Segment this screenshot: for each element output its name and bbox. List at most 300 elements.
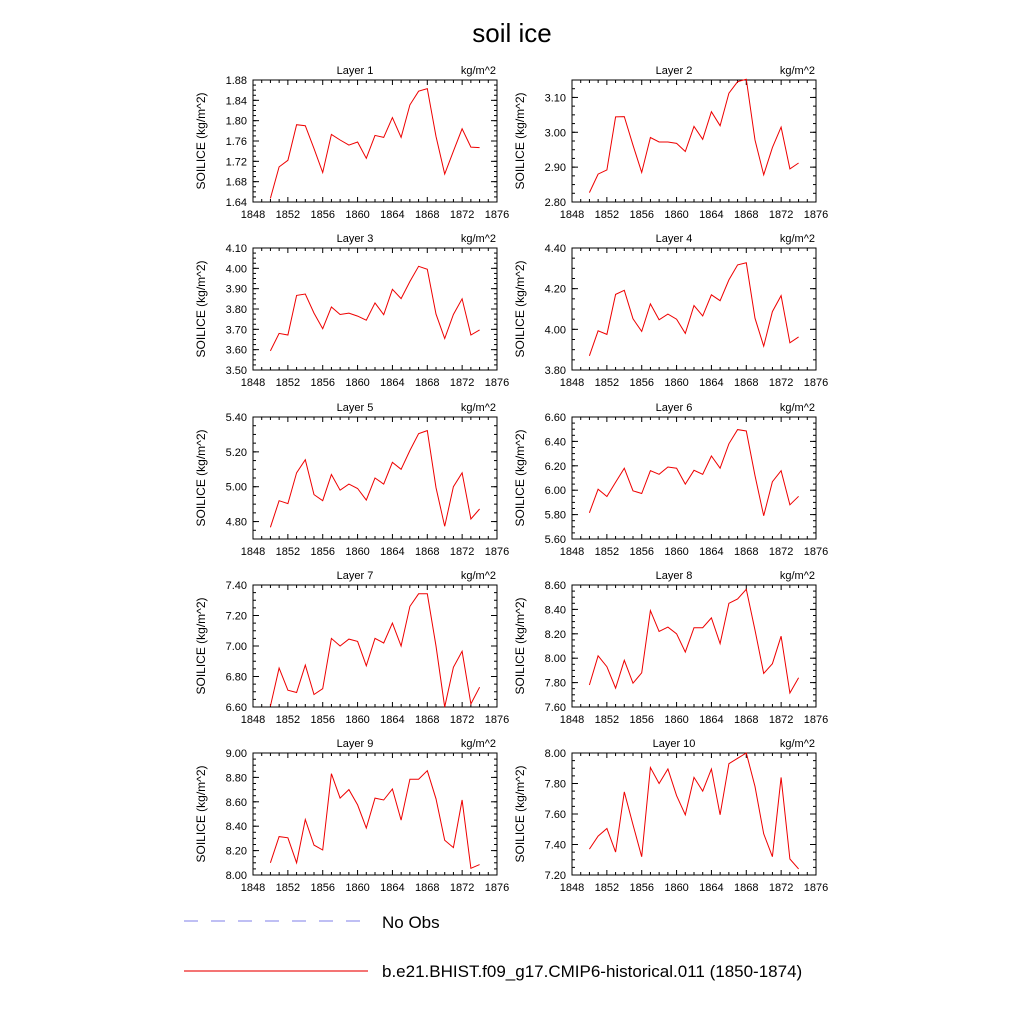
data-point [772, 481, 774, 483]
series-line [270, 89, 479, 199]
data-point [453, 150, 455, 152]
plot-frame [572, 417, 816, 539]
data-point [278, 333, 280, 335]
data-point [374, 135, 376, 137]
data-point [470, 334, 472, 336]
data-point [296, 124, 298, 126]
data-point [684, 151, 686, 153]
data-point [426, 593, 428, 595]
data-point [789, 342, 791, 344]
y-axis-label: SOILICE (kg/m^2) [194, 765, 208, 863]
data-point [676, 795, 678, 797]
x-tick-label: 1872 [449, 882, 475, 894]
panel-7 [194, 570, 509, 726]
y-tick-label: 5.00 [225, 481, 247, 494]
series-line [270, 266, 479, 351]
y-tick-label: 1.68 [225, 176, 247, 189]
x-tick-label: 1852 [275, 882, 301, 894]
data-point [615, 294, 617, 296]
x-tick-label: 1852 [275, 209, 301, 221]
data-point [418, 266, 420, 268]
y-tick-label: 1.72 [225, 156, 247, 169]
data-point [632, 824, 634, 826]
y-tick-label: 4.40 [544, 243, 566, 255]
x-tick-label: 1864 [380, 377, 405, 389]
data-point [754, 317, 756, 319]
x-tick-label: 1872 [768, 882, 794, 894]
data-point [418, 778, 420, 780]
data-point [296, 295, 298, 297]
x-tick-label: 1860 [664, 546, 689, 558]
data-point [296, 692, 298, 694]
data-point [719, 643, 721, 645]
data-point [409, 104, 411, 106]
data-point [711, 617, 713, 619]
data-point [615, 481, 617, 483]
data-point [789, 168, 791, 170]
data-point [418, 90, 420, 92]
data-point [444, 525, 446, 527]
y-tick-label: 2.80 [544, 197, 566, 209]
data-point [702, 138, 704, 140]
data-point [754, 629, 756, 631]
data-point [650, 470, 652, 472]
data-point [711, 455, 713, 457]
data-point [658, 319, 660, 321]
data-point [270, 350, 272, 352]
x-tick-label: 1868 [734, 377, 759, 389]
data-point [632, 144, 634, 146]
data-point [589, 848, 591, 850]
data-point [763, 833, 765, 835]
data-point [339, 139, 341, 141]
plot-frame [253, 248, 497, 370]
panel-title: Layer 4 [655, 233, 693, 245]
data-point [693, 470, 695, 472]
data-point [426, 770, 428, 772]
data-point [763, 673, 765, 675]
panel-title: Layer 7 [336, 570, 374, 582]
panel-9 [194, 738, 509, 894]
y-tick-label: 2.90 [544, 162, 566, 175]
x-tick-label: 1848 [559, 546, 585, 558]
data-point [313, 844, 315, 846]
data-point [479, 329, 481, 331]
data-point [702, 474, 704, 476]
data-point [365, 499, 367, 501]
y-tick-label: 4.80 [225, 516, 247, 529]
x-tick-label: 1852 [594, 209, 620, 221]
data-point [453, 314, 455, 316]
data-point [711, 294, 713, 296]
data-point [650, 610, 652, 612]
data-point [392, 622, 394, 624]
panel-title: Layer 5 [336, 402, 374, 414]
data-point [392, 117, 394, 119]
y-tick-label: 1.84 [225, 95, 247, 108]
x-tick-label: 1852 [594, 377, 620, 389]
panel-1 [194, 65, 509, 221]
data-point [667, 626, 669, 628]
data-point [632, 490, 634, 492]
x-tick-label: 1848 [240, 209, 266, 221]
data-point [435, 487, 437, 489]
data-point [772, 856, 774, 858]
data-point [667, 466, 669, 468]
x-tick-label: 1872 [449, 209, 475, 221]
data-point [728, 603, 730, 605]
data-point [331, 773, 333, 775]
data-point [470, 146, 472, 148]
data-point [763, 174, 765, 176]
data-point [641, 493, 643, 495]
data-point [461, 799, 463, 801]
y-tick-label: 8.00 [544, 653, 566, 666]
x-tick-label: 1864 [380, 882, 405, 894]
data-point [606, 169, 608, 171]
x-tick-label: 1852 [594, 714, 620, 726]
data-point [641, 331, 643, 333]
x-tick-label: 1848 [240, 546, 266, 558]
y-axis-label: SOILICE (kg/m^2) [194, 597, 208, 695]
data-point [798, 162, 800, 164]
x-tick-label: 1860 [345, 546, 370, 558]
data-point [348, 144, 350, 146]
y-tick-label: 5.60 [544, 534, 566, 546]
x-tick-label: 1868 [415, 377, 440, 389]
data-point [676, 143, 678, 145]
data-point [270, 527, 272, 529]
data-point [470, 518, 472, 520]
panel-8 [513, 570, 828, 726]
data-point [383, 314, 385, 316]
x-tick-label: 1852 [594, 882, 620, 894]
data-point [789, 504, 791, 506]
plot-frame [572, 585, 816, 707]
data-point [737, 758, 739, 760]
y-axis-label: SOILICE (kg/m^2) [513, 429, 527, 527]
data-point [374, 797, 376, 799]
y-tick-label: 4.00 [544, 324, 566, 337]
x-tick-label: 1872 [449, 377, 475, 389]
figure-title: soil ice [472, 18, 552, 48]
data-point [470, 703, 472, 705]
panel-title: Layer 8 [655, 570, 693, 582]
data-point [623, 791, 625, 793]
x-tick-label: 1872 [449, 714, 475, 726]
data-point [426, 88, 428, 90]
data-point [400, 298, 402, 300]
x-tick-label: 1860 [664, 882, 689, 894]
data-point [667, 141, 669, 143]
data-point [737, 81, 739, 83]
data-point [287, 334, 289, 336]
data-point [737, 429, 739, 431]
x-tick-label: 1864 [699, 377, 724, 389]
data-point [702, 627, 704, 629]
data-point [606, 496, 608, 498]
data-point [374, 477, 376, 479]
data-point [772, 147, 774, 149]
data-point [278, 166, 280, 168]
data-point [435, 136, 437, 138]
data-point [719, 467, 721, 469]
data-point [780, 126, 782, 128]
data-point [287, 160, 289, 162]
panel-units: kg/m^2 [460, 570, 496, 582]
y-axis-label: SOILICE (kg/m^2) [194, 260, 208, 358]
data-point [365, 157, 367, 159]
data-point [348, 789, 350, 791]
data-point [374, 638, 376, 640]
x-tick-label: 1864 [699, 546, 724, 558]
data-point [589, 512, 591, 514]
x-tick-label: 1868 [734, 882, 759, 894]
y-tick-label: 4.00 [225, 263, 247, 276]
data-point [322, 688, 324, 690]
data-point [357, 488, 359, 490]
panel-title: Layer 1 [336, 65, 374, 77]
y-tick-label: 8.20 [544, 628, 566, 641]
data-point [623, 659, 625, 661]
data-point [615, 687, 617, 689]
data-point [435, 313, 437, 315]
x-tick-label: 1868 [734, 546, 759, 558]
data-point [479, 508, 481, 510]
data-point [789, 858, 791, 860]
data-point [798, 336, 800, 338]
data-point [597, 835, 599, 837]
data-point [278, 836, 280, 838]
data-point [702, 315, 704, 317]
data-point [737, 264, 739, 266]
y-tick-label: 3.90 [225, 283, 247, 296]
data-point [745, 430, 747, 432]
data-point [461, 651, 463, 653]
data-point [409, 606, 411, 608]
legend [184, 913, 802, 981]
data-point [650, 303, 652, 305]
x-tick-label: 1868 [734, 714, 759, 726]
data-point [641, 172, 643, 174]
data-point [650, 137, 652, 139]
panel-grid [194, 65, 828, 894]
data-point [322, 849, 324, 851]
y-tick-label: 5.20 [225, 446, 247, 459]
series-line [270, 431, 479, 528]
y-tick-label: 1.80 [225, 115, 247, 128]
x-tick-label: 1864 [380, 546, 405, 558]
data-point [348, 483, 350, 485]
data-point [287, 503, 289, 505]
data-point [400, 645, 402, 647]
plot-frame [253, 585, 497, 707]
data-point [348, 638, 350, 640]
data-point [711, 111, 713, 113]
x-tick-label: 1864 [380, 714, 405, 726]
data-point [339, 489, 341, 491]
y-tick-label: 5.40 [225, 412, 247, 424]
data-point [374, 302, 376, 304]
data-point [745, 588, 747, 590]
x-tick-label: 1848 [559, 377, 585, 389]
x-tick-label: 1864 [380, 209, 405, 221]
panel-units: kg/m^2 [779, 738, 815, 750]
data-point [409, 450, 411, 452]
data-point [304, 125, 306, 127]
data-point [693, 305, 695, 307]
y-tick-label: 3.80 [225, 304, 247, 316]
y-tick-label: 7.40 [544, 839, 566, 852]
y-tick-label: 8.60 [544, 580, 566, 592]
panel-units: kg/m^2 [460, 402, 496, 414]
x-tick-label: 1860 [664, 714, 689, 726]
x-tick-label: 1852 [594, 546, 620, 558]
panel-2 [513, 65, 828, 221]
x-tick-label: 1872 [768, 714, 794, 726]
panel-title: Layer 3 [336, 233, 374, 245]
panel-units: kg/m^2 [779, 233, 815, 245]
data-point [409, 281, 411, 283]
y-tick-label: 8.80 [225, 772, 247, 785]
y-tick-label: 3.70 [225, 324, 247, 337]
x-tick-label: 1856 [310, 882, 335, 894]
x-tick-label: 1856 [629, 209, 654, 221]
data-point [453, 667, 455, 669]
panel-title: Layer 9 [336, 738, 374, 750]
data-point [798, 677, 800, 679]
data-point [304, 819, 306, 821]
panel-5 [194, 402, 509, 558]
panel-units: kg/m^2 [779, 570, 815, 582]
data-point [479, 864, 481, 866]
x-tick-label: 1848 [559, 209, 585, 221]
data-point [339, 314, 341, 316]
data-point [728, 763, 730, 765]
panel-title: Layer 6 [655, 402, 693, 414]
y-tick-label: 6.40 [544, 436, 566, 449]
x-tick-label: 1876 [803, 546, 829, 558]
data-point [357, 641, 359, 643]
data-point [754, 475, 756, 477]
data-point [339, 797, 341, 799]
data-point [339, 645, 341, 647]
x-tick-label: 1848 [559, 882, 585, 894]
data-point [658, 783, 660, 785]
x-tick-label: 1856 [629, 377, 654, 389]
x-tick-label: 1852 [275, 377, 301, 389]
data-point [461, 128, 463, 130]
data-point [728, 279, 730, 281]
y-tick-label: 7.20 [544, 870, 566, 882]
y-tick-label: 6.20 [544, 460, 566, 473]
y-tick-label: 7.20 [225, 610, 247, 623]
panel-units: kg/m^2 [460, 233, 496, 245]
data-point [667, 313, 669, 315]
data-point [313, 694, 315, 696]
y-tick-label: 3.60 [225, 344, 247, 357]
data-point [702, 790, 704, 792]
data-point [400, 137, 402, 139]
data-point [658, 141, 660, 143]
x-tick-label: 1848 [240, 377, 266, 389]
y-tick-label: 3.10 [544, 92, 566, 105]
data-point [597, 330, 599, 332]
data-point [606, 828, 608, 830]
y-tick-label: 8.00 [544, 748, 566, 760]
data-point [296, 862, 298, 864]
data-point [676, 318, 678, 320]
data-point [322, 328, 324, 330]
y-tick-label: 4.10 [225, 243, 247, 255]
data-point [383, 642, 385, 644]
x-tick-label: 1848 [240, 882, 266, 894]
x-tick-label: 1860 [345, 209, 370, 221]
data-point [589, 355, 591, 357]
y-tick-label: 6.60 [225, 702, 247, 714]
data-point [632, 682, 634, 684]
data-point [444, 706, 446, 708]
y-tick-label: 8.40 [225, 821, 247, 834]
data-point [667, 768, 669, 770]
y-tick-label: 1.88 [225, 75, 247, 87]
x-tick-label: 1872 [768, 546, 794, 558]
data-point [711, 768, 713, 770]
x-tick-label: 1860 [345, 377, 370, 389]
data-point [641, 672, 643, 674]
plot-frame [572, 80, 816, 202]
data-point [392, 288, 394, 290]
legend-label-no-obs: No Obs [382, 913, 440, 932]
y-tick-label: 7.60 [544, 702, 566, 714]
x-tick-label: 1876 [484, 546, 510, 558]
y-tick-label: 8.40 [544, 604, 566, 617]
x-tick-label: 1876 [484, 882, 510, 894]
series-line [589, 79, 798, 192]
data-point [623, 289, 625, 291]
data-point [606, 334, 608, 336]
data-point [597, 488, 599, 490]
x-tick-label: 1864 [699, 714, 724, 726]
y-tick-label: 1.64 [225, 197, 247, 209]
x-tick-label: 1876 [484, 377, 510, 389]
y-tick-label: 6.60 [544, 412, 566, 424]
data-point [650, 767, 652, 769]
data-point [270, 705, 272, 707]
x-tick-label: 1872 [768, 209, 794, 221]
x-tick-label: 1876 [803, 882, 829, 894]
data-point [772, 663, 774, 665]
data-point [400, 819, 402, 821]
y-tick-label: 1.76 [225, 136, 247, 148]
x-tick-label: 1856 [310, 714, 335, 726]
x-tick-label: 1868 [734, 209, 759, 221]
y-tick-label: 9.00 [225, 748, 247, 760]
data-point [270, 198, 272, 200]
data-point [728, 443, 730, 445]
data-point [684, 333, 686, 335]
x-tick-label: 1848 [559, 714, 585, 726]
plot-frame [572, 753, 816, 875]
data-point [780, 635, 782, 637]
data-point [357, 141, 359, 143]
data-point [728, 92, 730, 94]
x-tick-label: 1868 [415, 209, 440, 221]
data-point [357, 804, 359, 806]
data-point [658, 631, 660, 633]
y-tick-label: 8.20 [225, 845, 247, 858]
data-point [304, 459, 306, 461]
